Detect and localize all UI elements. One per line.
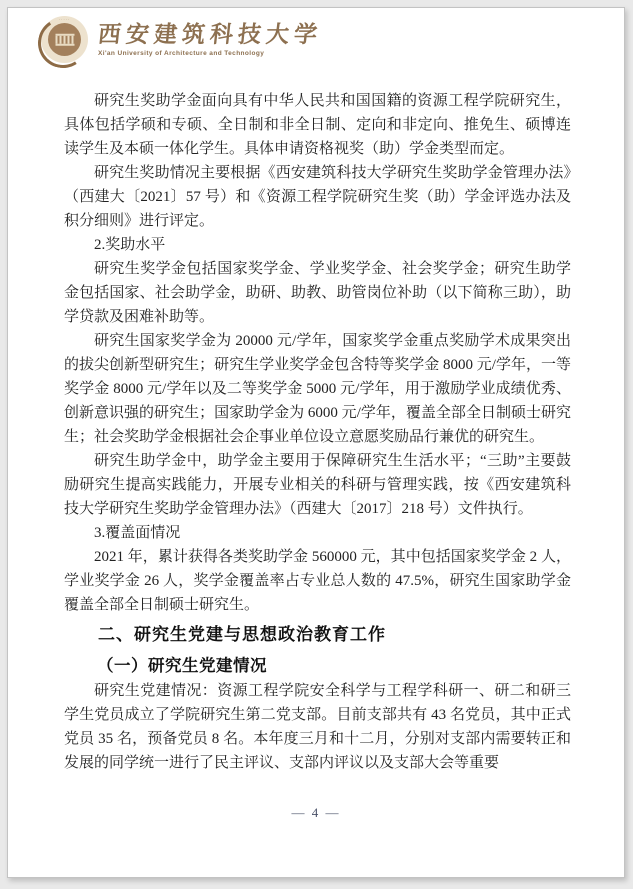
- building-icon: [55, 33, 74, 45]
- paragraph-party-branch: 研究生党建情况：资源工程学院安全科学与工程学科研一、研二和研三学生党员成立了学院研究生第二党支部。目前支部共有 43 名党员，其中正式党员 35 名，预备党员 8 名。本年度三月和十二月，分别对支部内需要转正和发展的同学统一进行了民主评议、支部内评议以及支部大会等重要: [64, 683, 571, 771]
- paragraph-scholarship-amounts: 研究生国家奖学金为 20000 元/学年，国家奖学金重点奖励学术成果突出的拔尖创新型研究生；研究生学业奖学金包含特等奖学金 8000 元/学年，一等奖学金 8000 元/学年以及二等奖学金 5000 元/学年，用于激励学业成绩优秀、创新意识强的研究生；国家助学金为 6000 元/学年，覆盖全部全日制硕士研究生；社会奖助学金根据社会企事业单位设立意愿奖励品行兼优的研究生。: [64, 333, 571, 445]
- logo-names: [98, 22, 322, 57]
- paragraph-scholarship-types: 研究生奖学金包括国家奖学金、学业奖学金、社会奖学金；研究生助学金包括国家、社会助学金，助研、助教、助管岗位补助（以下简称三助），助学贷款及困难补助等。: [64, 261, 571, 325]
- university-name-english: Xi'an University of Architecture and Technology: [98, 50, 265, 58]
- university-name-chinese: 西安建筑科技大学: [96, 21, 324, 47]
- document-body: [64, 89, 571, 775]
- paragraph-evaluation-basis: 研究生奖助情况主要根据《西安建筑科技大学研究生奖助学金管理办法》（西建大〔2021〕57 号）和《资源工程学院研究生奖（助）学金评选办法及积分细则》进行评定。: [64, 165, 571, 229]
- page-number: — 4 —: [291, 805, 341, 820]
- subsection-coverage: 3.覆盖面情况: [94, 525, 181, 541]
- subsection-award-level: 2.奖助水平: [94, 237, 166, 253]
- university-logo: [41, 16, 322, 63]
- paragraph-assistantship: 研究生助学金中，助学金主要用于保障研究生生活水平；“三助”主要鼓励研究生提高实践能力，开展专业相关的科研与管理实践，按《西安建筑科技大学研究生奖助学金管理办法》（西建大〔2017〕218 号）文件执行。: [64, 453, 571, 517]
- paragraph-coverage-stats: 2021 年，累计获得各类奖助学金 560000 元，其中包括国家奖学金 2 人，学业奖学金 26 人，奖学金覆盖率占专业总人数的 47.5%，研究生国家助学金覆盖全部全日制硕士研究生。: [64, 549, 571, 613]
- paragraph-eligibility: 研究生奖助学金面向具有中华人民共和国国籍的资源工程学院研究生，具体包括学硕和专硕、全日制和非全日制、定向和非定向、推免生、硕博连读学生及本硕一体化学生。具体申请资格视奖（助）学金类型而定。: [64, 93, 571, 157]
- section-heading-party-building: 二、研究生党建与思想政治教育工作: [98, 625, 386, 644]
- emblem-ring-text: ·····: [58, 17, 71, 22]
- subsection-heading-party-situation: （一）研究生党建情况: [97, 656, 267, 675]
- university-emblem-icon: [41, 16, 88, 63]
- emblem-core-circle: [48, 23, 81, 56]
- document-page: [7, 7, 625, 878]
